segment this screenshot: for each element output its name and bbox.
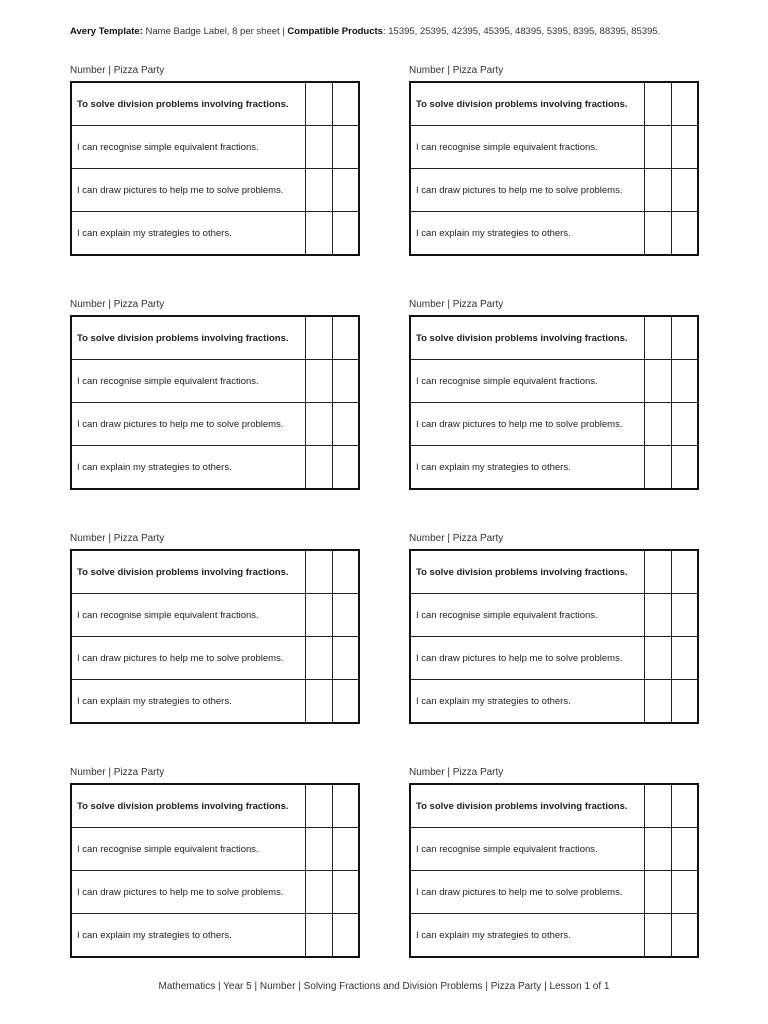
objective-row [71,784,359,828]
objective-text: To solve division problems involving fractions. [71,316,305,360]
check-box[interactable] [671,914,698,958]
objective-text: To solve division problems involving fractions. [71,550,305,594]
check-box[interactable] [644,446,671,490]
criterion-text: I can draw pictures to help me to solve problems. [71,169,305,212]
objective-row [410,550,698,594]
criterion-row [71,212,359,256]
avery-template-value: Name Badge Label, 8 per sheet | [142,26,288,37]
criterion-row [71,871,359,914]
criterion-text: I can draw pictures to help me to solve problems. [71,637,305,680]
criterion-row [71,126,359,169]
label-title: Number | Pizza Party [70,65,165,76]
check-box[interactable] [671,212,698,256]
check-box[interactable] [332,871,359,914]
check-box[interactable] [671,871,698,914]
check-box[interactable] [332,360,359,403]
compatible-products-label: Compatible Products [287,26,383,37]
criterion-row [410,169,698,212]
criterion-row [410,360,698,403]
check-box[interactable] [671,828,698,871]
check-box[interactable] [332,594,359,637]
check-box[interactable] [332,550,359,594]
objective-text: To solve division problems involving fractions. [71,82,305,126]
criterion-row [410,914,698,958]
check-box[interactable] [644,828,671,871]
check-box[interactable] [305,914,332,958]
check-box[interactable] [644,126,671,169]
label-title: Number | Pizza Party [70,767,165,778]
criterion-text: I can recognise simple equivalent fractions. [71,594,305,637]
check-box[interactable] [644,403,671,446]
label-title: Number | Pizza Party [409,65,504,76]
check-box[interactable] [644,914,671,958]
check-box[interactable] [671,403,698,446]
check-box[interactable] [305,446,332,490]
check-box[interactable] [332,212,359,256]
label-title: Number | Pizza Party [409,767,504,778]
criterion-text: I can explain my strategies to others. [410,446,644,490]
check-box[interactable] [644,680,671,724]
check-box[interactable] [332,784,359,828]
objective-row [71,550,359,594]
check-box[interactable] [644,169,671,212]
check-box[interactable] [305,82,332,126]
objective-text: To solve division problems involving fractions. [410,784,644,828]
criterion-text: I can explain my strategies to others. [410,914,644,958]
check-box[interactable] [644,784,671,828]
criterion-text: I can recognise simple equivalent fractions. [71,126,305,169]
badge-label-7 [70,767,358,958]
check-box[interactable] [305,550,332,594]
check-box[interactable] [305,169,332,212]
checklist-table [70,81,360,256]
badge-label-1 [70,65,358,256]
compatible-products-value: : 15395, 25395, 42395, 45395, 48395, 5395, 8395, 88395, 85395. [382,26,661,37]
criterion-text: I can explain my strategies to others. [71,446,305,490]
criterion-row [410,126,698,169]
badge-label-5 [70,533,358,724]
criterion-row [410,446,698,490]
criterion-row [410,680,698,724]
criterion-text: I can recognise simple equivalent fractions. [410,828,644,871]
criterion-text: I can draw pictures to help me to solve problems. [71,403,305,446]
checklist-table [409,549,699,724]
check-box[interactable] [332,680,359,724]
criterion-text: I can draw pictures to help me to solve problems. [410,169,644,212]
criterion-text: I can draw pictures to help me to solve problems. [410,637,644,680]
criterion-row [410,871,698,914]
criterion-text: I can explain my strategies to others. [410,680,644,724]
criterion-text: I can draw pictures to help me to solve problems. [71,871,305,914]
check-box[interactable] [644,550,671,594]
checklist-table [409,783,699,958]
criterion-row [71,680,359,724]
badge-label-8 [409,767,697,958]
check-box[interactable] [305,360,332,403]
check-box[interactable] [671,169,698,212]
criterion-row [410,212,698,256]
check-box[interactable] [671,594,698,637]
criterion-text: I can explain my strategies to others. [71,914,305,958]
check-box[interactable] [332,126,359,169]
criterion-row [71,637,359,680]
check-box[interactable] [332,914,359,958]
check-box[interactable] [332,316,359,360]
label-title: Number | Pizza Party [70,533,165,544]
check-box[interactable] [644,82,671,126]
objective-text: To solve division problems involving fractions. [410,316,644,360]
check-box[interactable] [671,550,698,594]
check-box[interactable] [305,680,332,724]
checklist-table [70,549,360,724]
objective-text: To solve division problems involving fractions. [410,82,644,126]
objective-row [410,82,698,126]
criterion-text: I can explain my strategies to others. [410,212,644,256]
label-title: Number | Pizza Party [70,299,165,310]
check-box[interactable] [332,828,359,871]
check-box[interactable] [305,637,332,680]
check-box[interactable] [671,446,698,490]
criterion-text: I can recognise simple equivalent fractions. [71,360,305,403]
criterion-text: I can draw pictures to help me to solve problems. [410,403,644,446]
check-box[interactable] [671,82,698,126]
check-box[interactable] [644,594,671,637]
checklist-table [70,783,360,958]
criterion-text: I can recognise simple equivalent fractions. [410,360,644,403]
check-box[interactable] [305,316,332,360]
check-box[interactable] [305,828,332,871]
check-box[interactable] [671,680,698,724]
check-box[interactable] [671,784,698,828]
criterion-row [71,446,359,490]
criterion-row [71,594,359,637]
check-box[interactable] [332,446,359,490]
criterion-row [410,403,698,446]
criterion-text: I can draw pictures to help me to solve problems. [410,871,644,914]
check-box[interactable] [671,360,698,403]
page-footer: Mathematics | Year 5 | Number | Solving Fractions and Division Problems | Pizza Party | Lesson 1 of 1 [158,981,610,992]
criterion-row [71,169,359,212]
checklist-table [70,315,360,490]
criterion-row [71,360,359,403]
check-box[interactable] [332,82,359,126]
label-title: Number | Pizza Party [409,299,504,310]
badge-label-6 [409,533,697,724]
check-box[interactable] [305,212,332,256]
badge-label-4 [409,299,697,490]
checklist-table [409,81,699,256]
badge-label-2 [409,65,697,256]
check-box[interactable] [305,594,332,637]
check-box[interactable] [644,316,671,360]
objective-row [71,82,359,126]
criterion-text: I can recognise simple equivalent fractions. [410,594,644,637]
check-box[interactable] [644,212,671,256]
criterion-text: I can explain my strategies to others. [71,212,305,256]
criterion-row [71,403,359,446]
check-box[interactable] [671,637,698,680]
check-box[interactable] [305,126,332,169]
criterion-text: I can explain my strategies to others. [71,680,305,724]
check-box[interactable] [671,316,698,360]
criterion-row [410,637,698,680]
criterion-row [410,828,698,871]
check-box[interactable] [332,403,359,446]
criterion-row [71,914,359,958]
check-box[interactable] [305,403,332,446]
criterion-row [71,828,359,871]
check-box[interactable] [305,871,332,914]
objective-row [410,316,698,360]
check-box[interactable] [332,637,359,680]
check-box[interactable] [671,126,698,169]
criterion-row [410,594,698,637]
objective-text: To solve division problems involving fractions. [410,550,644,594]
checklist-table [409,315,699,490]
avery-template-header [70,26,660,37]
check-box[interactable] [644,871,671,914]
avery-template-label: Avery Template: [70,26,143,37]
objective-text: To solve division problems involving fractions. [71,784,305,828]
badge-label-3 [70,299,358,490]
criterion-text: I can recognise simple equivalent fractions. [410,126,644,169]
check-box[interactable] [332,169,359,212]
check-box[interactable] [305,784,332,828]
criterion-text: I can recognise simple equivalent fractions. [71,828,305,871]
objective-row [71,316,359,360]
objective-row [410,784,698,828]
label-title: Number | Pizza Party [409,533,504,544]
check-box[interactable] [644,360,671,403]
check-box[interactable] [644,637,671,680]
